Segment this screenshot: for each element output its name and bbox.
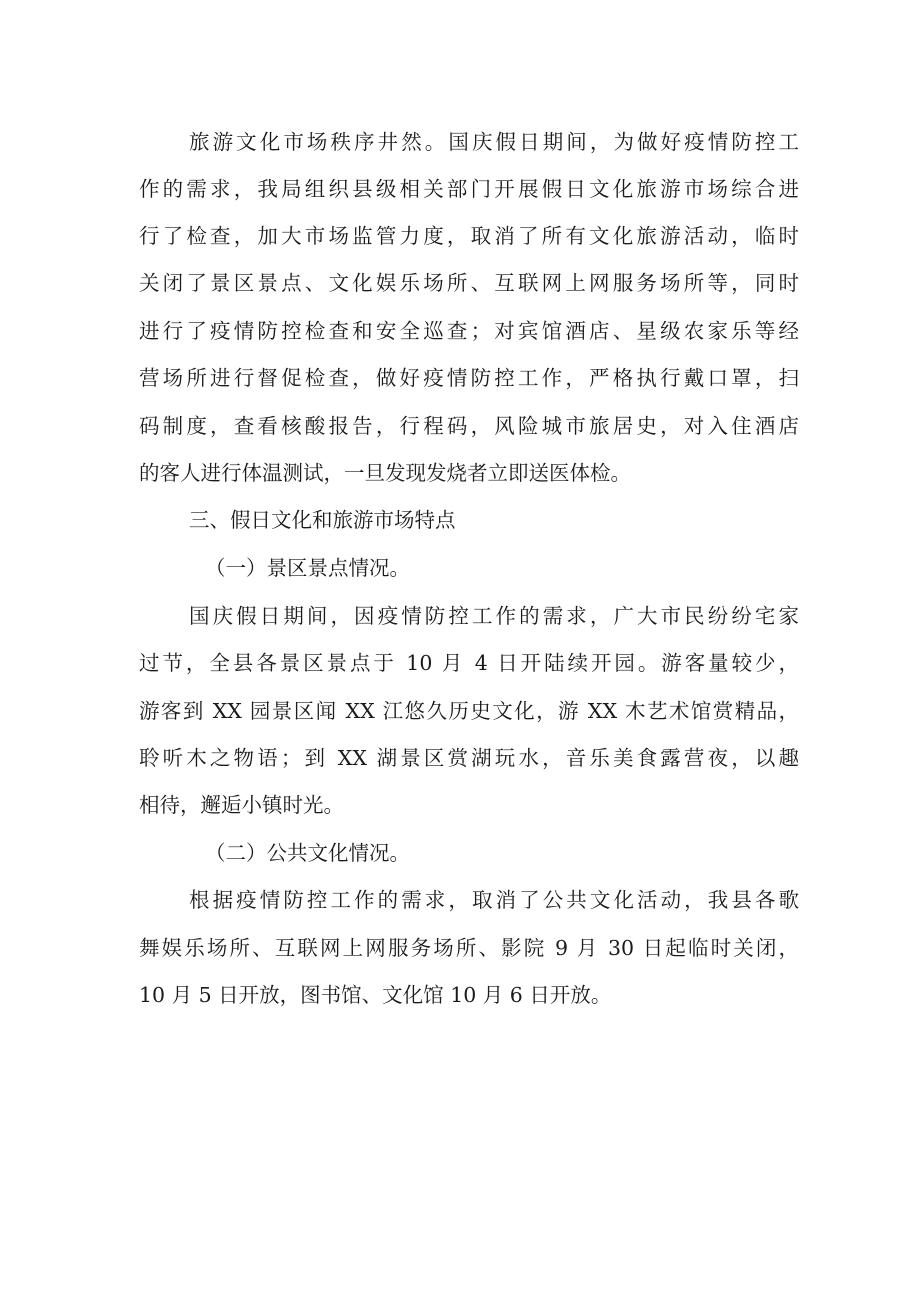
paragraph-line: 的客人进行体温测试，一旦发现发烧者立即送医体检。 bbox=[139, 461, 631, 485]
paragraph-line: 10 月 5 日开放，图书馆、文化馆 10 月 6 日开放。 bbox=[139, 983, 612, 1007]
paragraph-line: 根据疫情防控工作的需求，取消了公共文化活动，我县各歌 bbox=[189, 888, 799, 912]
paragraph-line: 旅游文化市场秩序井然。国庆假日期间，为做好疫情防控工 bbox=[189, 130, 799, 154]
subsection-heading: （一）景区景点情况。 bbox=[205, 556, 410, 580]
subsection-heading: （二）公共文化情况。 bbox=[205, 841, 410, 865]
paragraph-line: 码制度，查看核酸报告，行程码，风险城市旅居史，对入住酒店 bbox=[139, 414, 799, 438]
paragraph-line: 行了检查，加大市场监管力度，取消了所有文化旅游活动，临时 bbox=[139, 224, 799, 248]
paragraph-line: 游客到 XX 园景区闻 XX 江悠久历史文化，游 XX 木艺术馆赏精品， bbox=[139, 699, 799, 723]
paragraph-line: 舞娱乐场所、互联网上网服务场所、影院 9 月 30 日起临时关闭， bbox=[139, 936, 799, 960]
paragraph-line: 营场所进行督促检查，做好疫情防控工作，严格执行戴口罩，扫 bbox=[139, 366, 799, 390]
paragraph-line: 关闭了景区景点、文化娱乐场所、互联网上网服务场所等，同时 bbox=[139, 271, 799, 295]
section-heading: 三、假日文化和旅游市场特点 bbox=[189, 508, 456, 532]
paragraph-line: 过节，全县各景区景点于 10 月 4 日开陆续开园。游客量较少， bbox=[139, 651, 799, 675]
paragraph-line: 国庆假日期间，因疫情防控工作的需求，广大市民纷纷宅家 bbox=[189, 604, 799, 628]
paragraph-line: 作的需求，我局组织县级相关部门开展假日文化旅游市场综合进 bbox=[139, 177, 799, 201]
paragraph-line: 相待，邂逅小镇时光。 bbox=[139, 793, 344, 817]
paragraph-line: 聆听木之物语；到 XX 湖景区赏湖玩水，音乐美食露营夜，以趣 bbox=[139, 746, 799, 770]
paragraph-line: 进行了疫情防控检查和安全巡查；对宾馆酒店、星级农家乐等经 bbox=[139, 319, 799, 343]
